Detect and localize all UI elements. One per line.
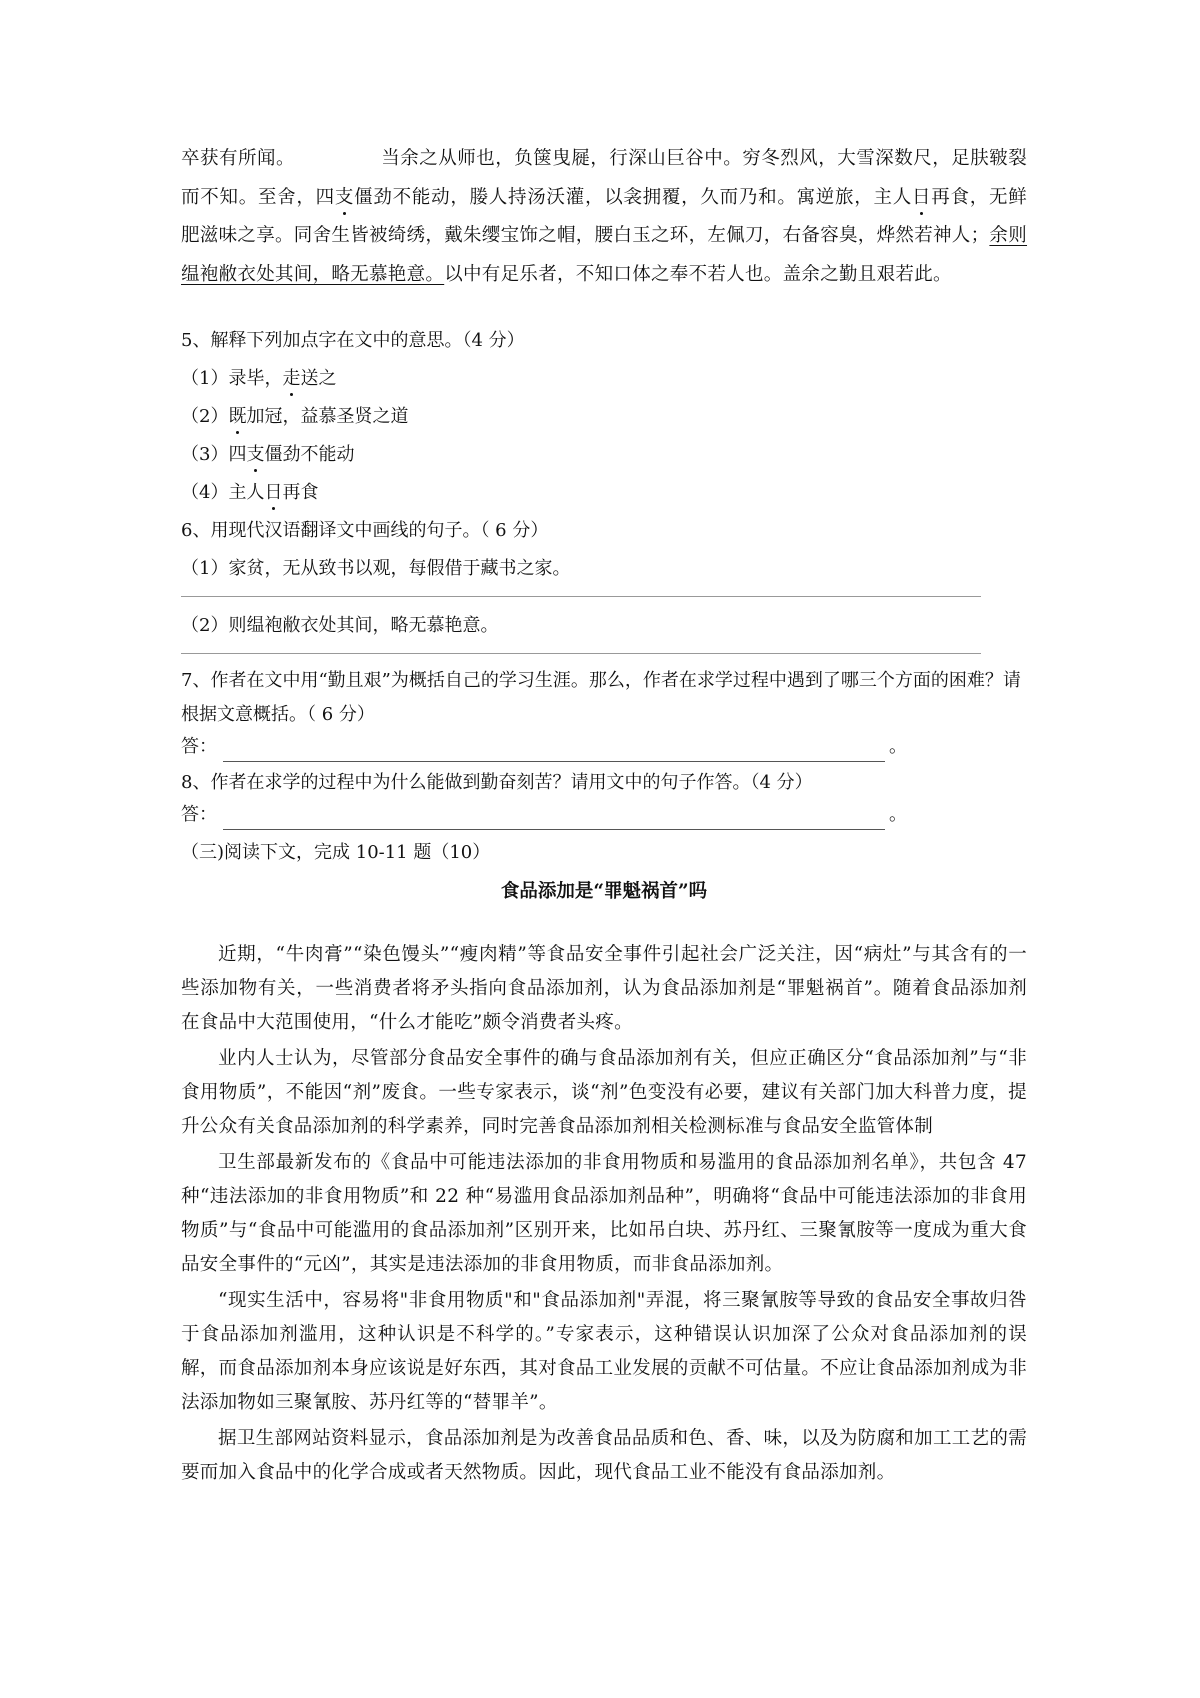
- answer-end: 。: [889, 736, 907, 757]
- article-paragraph: 近期，“牛肉膏”“染色馒头”“瘦肉精”等食品安全事件引起社会广泛关注，因“病灶”与其含有的一些添加物有关，一些消费者将矛头指向食品添加剂，认为食品添加剂是“罪魁祸首”。随着食品添加剂在食品中大范围使用，“什么才能吃”颇令消费者头疼。: [181, 944, 1027, 1033]
- answer-line[interactable]: [181, 596, 981, 597]
- answer-blank[interactable]: [223, 807, 885, 830]
- question-8-answer: [181, 800, 1027, 830]
- answer-line[interactable]: [181, 653, 981, 654]
- underlined-sentence: 余则缊袍敝衣处其间，略无慕艳意。: [181, 225, 1028, 285]
- question-5-item: （3）四支僵劲不能动: [181, 436, 1027, 474]
- article-paragraph: “现实生活中，容易将"非食用物质"和"食品添加剂"弄混，将三聚氰胺等导致的食品安全事故归咎于食品添加剂滥用，这种认识是不科学的。”专家表示，这种错误认识加深了公众对食品添加剂的误解，而食品添加剂本身应该说是好东西，其对食品工业发展的贡献不可估量。不应让食品添加剂成为非法添加物如三聚氰胺、苏丹红等的“替罪羊”。: [181, 1290, 1028, 1413]
- question-5-item: （1）录毕，走送之: [181, 360, 1027, 398]
- dotted-char: 日: [264, 474, 282, 512]
- dotted-char: 支: [246, 436, 264, 474]
- dotted-char: 日: [912, 179, 931, 218]
- question-6-title: 6、用现代汉语翻译文中画线的句子。（ 6 分）: [181, 520, 549, 541]
- article-paragraph: 业内人士认为，尽管部分食品安全事件的确与食品添加剂有关，但应正确区分“食品添加剂”与“非食用物质”，不能因“剂”废食。一些专家表示，谈“剂”色变没有必要，建议有关部门加大科普力度，提升公众有关食品添加剂的科学素养，同时完善食品添加剂相关检测标准与食品安全监管体制: [181, 1048, 1027, 1137]
- passage-text-d: 以中有足乐者，不知口体之奉不若人也。盖余之勤且艰若此。: [444, 263, 952, 285]
- question-5-item: （4）主人日再食: [181, 474, 1027, 512]
- article-paragraph: 据卫生部网站资料显示，食品添加剂是为改善食品品质和色、香、味，以及为防腐和加工工艺的需要而加入食品中的化学合成或者天然物质。因此，现代食品工业不能没有食品添加剂。: [181, 1428, 1027, 1483]
- question-5-title: 5、解释下列加点字在文中的意思。（4 分）: [181, 330, 525, 351]
- passage-text-c: 再食，无鲜肥滋味之享。同舍生皆被绮绣，戴朱缨宝饰之帽，腰白玉之环，左佩刀，右备容臭，烨然若神人；: [181, 186, 1027, 246]
- article-paragraph: 卫生部最新发布的《食品中可能违法添加的非食用物质和易滥用的食品添加剂名单》，共包含 47 种“违法添加的非食用物质”和 22 种“易滥用食品添加剂品种”，明确将“食品中可能违法添加的非食用物质”与“食品中可能滥用的食品添加剂”区别开来，比如吊白块、苏丹红、三聚氰胺等一度成为重大食品安全事件的“元凶”，其实是违法添加的非食用物质，而非食品添加剂。: [181, 1152, 1027, 1275]
- question-6-sentence-2: （2）则缊袍敝衣处其间，略无慕艳意。: [181, 615, 499, 636]
- article-title: 食品添加是“罪魁祸首”吗: [500, 881, 708, 902]
- question-6-sentence-1: （1）家贫，无从致书以观，每假借于藏书之家。: [181, 558, 571, 579]
- answer-blank[interactable]: [223, 739, 885, 762]
- question-7-answer: [181, 732, 1027, 762]
- passage-head: 卒获有所闻。: [181, 148, 295, 169]
- answer-end: 。: [889, 804, 907, 825]
- dotted-char: 走: [282, 360, 300, 398]
- answer-label: 答：: [181, 804, 217, 825]
- passage-paragraph: [181, 140, 1027, 294]
- document-page: [181, 140, 1027, 1490]
- section-3-intro: （三)阅读下文，完成 10-11 题（10）: [181, 842, 491, 863]
- question-7-title: 7、作者在文中用“勤且艰”为概括自己的学习生涯。那么，作者在求学过程中遇到了哪三个方面的困难？请根据文意概括。（ 6 分）: [181, 670, 1021, 725]
- question-5-item: （2）既加冠，益慕圣贤之道: [181, 398, 1027, 436]
- passage-text-a: 当余之从师也，负箧曳屣，行深山巨谷中。穷冬烈风，大雪深数尺，足肤皲裂而不知。至舍，四: [181, 148, 1027, 208]
- answer-label: 答：: [181, 736, 217, 757]
- passage-text-b: 僵劲不能动，媵人持汤沃灌，以衾拥覆，久而乃和。寓逆旅，主人: [353, 186, 912, 208]
- dotted-char: 支: [335, 179, 354, 218]
- dotted-char: 既: [228, 398, 246, 436]
- question-8-title: 8、作者在求学的过程中为什么能做到勤奋刻苦？请用文中的句子作答。（4 分）: [181, 772, 813, 793]
